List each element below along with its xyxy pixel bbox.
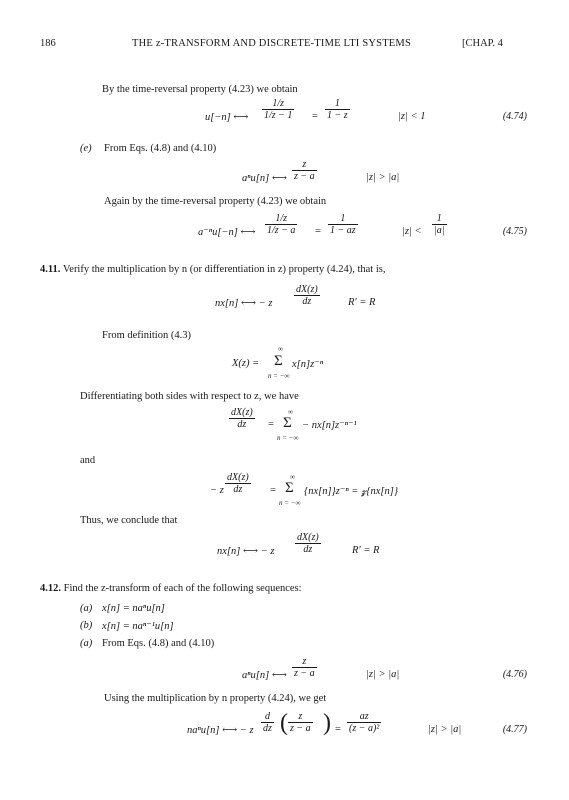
d1-frac <box>229 407 255 430</box>
eq-mult-n-lhs: nx[n] ⟷ − z <box>215 298 273 309</box>
page-number: 186 <box>40 38 56 49</box>
eq-an-un-roc: |z| > |a| <box>366 172 400 183</box>
d1-sum-top: ∞ <box>288 408 293 416</box>
d2-sum-sigma: Σ <box>285 480 294 496</box>
def-sum-sigma: Σ <box>274 353 283 369</box>
eq-4-74-lhs: u[−n] ⟷ <box>205 112 249 123</box>
using-property-text: Using the multiplication by n property (4.24), we get <box>104 693 327 704</box>
eq-4-74-frac1-den: 1/z − 1 <box>264 110 293 121</box>
eq-4-75-roc-frac <box>432 213 447 236</box>
eq-4-75-roc-left: |z| < <box>402 226 422 237</box>
eq-4-77-equals: = <box>335 724 341 735</box>
eq-4-77-lhs: naⁿu[n] ⟷ − z <box>187 725 254 736</box>
problem-4-12-number: 4.12. <box>40 583 61 594</box>
eq-4-77-roc: |z| > |a| <box>428 724 462 735</box>
chapter-label: [CHAP. 4 <box>462 38 503 49</box>
problem-4-11-number: 4.11. <box>40 264 61 275</box>
d2-sum-top: ∞ <box>290 473 295 481</box>
and-text: and <box>80 455 96 466</box>
solution-a-label: (a) <box>80 638 93 649</box>
conclude-text: Thus, we conclude that <box>80 515 178 526</box>
time-reversal-intro-2: Again by the time-reversal property (4.23) we obtain <box>104 196 327 207</box>
eq-4-77-d-num: d <box>264 711 270 722</box>
eq-4-75-number: (4.75) <box>502 226 527 237</box>
eq-4-75-lhs: a⁻ⁿu[−n] ⟷ <box>198 227 256 238</box>
conclusion-roc: R′ = R <box>352 545 380 556</box>
eq-4-76-roc: |z| > |a| <box>366 669 400 680</box>
problem-4-12-text: Find the z-transform of each of the following sequences: <box>63 583 302 594</box>
d2-frac <box>225 472 251 495</box>
eq-4-75-frac1 <box>265 213 297 236</box>
eq-mult-n-frac <box>294 284 320 307</box>
eq-4-77-result-den: (z − a)² <box>349 723 380 734</box>
solution-a-text: From Eqs. (4.8) and (4.10) <box>102 638 215 649</box>
d1-num: dX(z) <box>231 407 253 418</box>
d2-equals: = <box>270 485 276 496</box>
eq-mult-n-den: dz <box>294 295 320 307</box>
eq-4-74-frac2-den: 1 − z <box>327 110 348 121</box>
def-sum-bottom: n = −∞ <box>268 372 290 380</box>
eq-4-77-result-frac <box>347 711 381 734</box>
eq-4-75-frac1-den: 1/z − a <box>267 225 296 236</box>
eq-an-un-lhs: aⁿu[n] ⟷ <box>242 173 287 184</box>
conclusion-lhs: nx[n] ⟷ − z <box>217 546 275 557</box>
eq-an-un-num: z <box>302 159 307 170</box>
eq-4-74-number: (4.74) <box>502 111 527 122</box>
d2-num: dX(z) <box>227 472 249 483</box>
time-reversal-intro: By the time-reversal property (4.23) we obtain <box>102 84 298 95</box>
eq-4-76-den: z − a <box>294 668 315 679</box>
eq-4-74-frac2 <box>325 98 350 121</box>
def-sum-top: ∞ <box>278 345 283 353</box>
eq-4-77-paren-frac <box>288 711 313 734</box>
eq-an-un-frac <box>292 159 317 182</box>
eq-4-74-frac1-num: 1/z <box>272 98 285 109</box>
d1-equals: = <box>268 419 274 430</box>
from-definition-text: From definition (4.3) <box>102 330 191 341</box>
eq-4-77-paren-den: z − a <box>290 723 311 734</box>
eq-4-76-frac <box>292 656 317 679</box>
problem-4-11 <box>40 264 385 275</box>
eq-4-74-equals: = <box>312 111 318 122</box>
eq-mult-n-roc: R′ = R <box>348 297 376 308</box>
d2-rhs: {nx[n]}z⁻ⁿ = 𝔃{nx[n]} <box>304 486 399 497</box>
conclusion-num: dX(z) <box>297 532 319 543</box>
eq-4-75-frac2 <box>328 213 358 236</box>
eq-mult-n-num: dX(z) <box>296 284 318 295</box>
eq-4-76-num: z <box>302 656 307 667</box>
eq-4-75-roc-num: 1 <box>436 213 442 224</box>
eq-4-77-result-num: az <box>359 711 369 722</box>
eq-4-77-left-paren: ( <box>280 710 288 736</box>
eq-4-77-d-frac <box>261 711 274 734</box>
part-e-label: (e) <box>80 143 92 154</box>
eq-4-75-frac2-den: 1 − az <box>330 225 356 236</box>
d1-rhs: − nx[n]z⁻ⁿ⁻¹ <box>302 420 357 431</box>
d2-lhs: − z <box>210 485 224 496</box>
eq-4-76-lhs: aⁿu[n] ⟷ <box>242 670 287 681</box>
conclusion-frac <box>295 532 321 555</box>
eq-4-77-d-den: dz <box>263 723 272 734</box>
item-b-label: (b) <box>80 620 93 631</box>
def-rhs: x[n]z⁻ⁿ <box>292 359 324 370</box>
item-a-label: (a) <box>80 603 93 614</box>
eq-4-75-equals: = <box>315 226 321 237</box>
d1-den: dz <box>229 418 255 430</box>
def-lhs: X(z) = <box>232 358 260 369</box>
eq-an-un-den: z − a <box>294 171 315 182</box>
eq-4-74-frac1 <box>262 98 294 121</box>
problem-4-12 <box>40 583 302 594</box>
eq-4-76-number: (4.76) <box>502 669 527 680</box>
eq-4-75-frac2-num: 1 <box>340 213 346 224</box>
eq-4-75-roc-den: |a| <box>434 225 445 236</box>
d1-sum-sigma: Σ <box>283 415 292 431</box>
item-b-text: x[n] = naⁿ⁻¹u[n] <box>102 621 174 632</box>
d1-sum-bottom: n = −∞ <box>277 434 299 442</box>
eq-4-77-right-paren: ) <box>323 710 331 736</box>
running-title: THE z-TRANSFORM AND DISCRETE-TIME LTI SYSTEMS <box>132 38 411 49</box>
differentiating-text: Differentiating both sides with respect to z, we have <box>80 391 299 402</box>
part-e-intro: From Eqs. (4.8) and (4.10) <box>104 143 217 154</box>
eq-4-77-number: (4.77) <box>502 724 527 735</box>
d2-sum-bottom: n = −∞ <box>279 499 301 507</box>
eq-4-74-frac2-num: 1 <box>334 98 340 109</box>
d2-den: dz <box>225 483 251 495</box>
eq-4-75-frac1-num: 1/z <box>275 213 288 224</box>
item-a-text: x[n] = naⁿu[n] <box>102 603 165 614</box>
eq-4-74-roc: |z| < 1 <box>398 111 426 122</box>
problem-4-11-text: Verify the multiplication by n (or differentiation in z) property (4.24), that is, <box>62 264 386 275</box>
eq-4-77-paren-num: z <box>298 711 303 722</box>
conclusion-den: dz <box>295 543 321 555</box>
